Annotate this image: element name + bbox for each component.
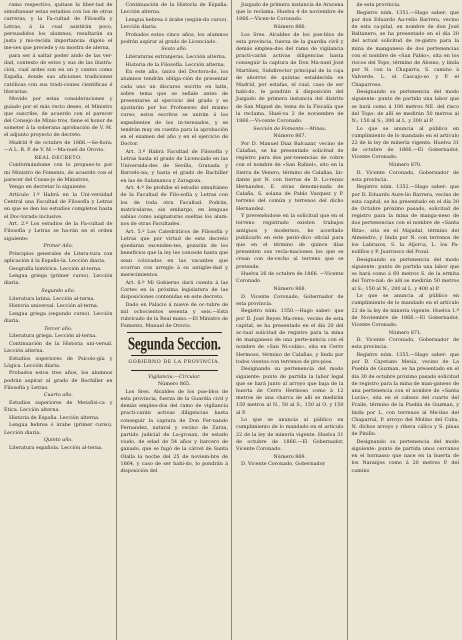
column-3 [231, 0, 347, 640]
paragraph: para ser á saltar poder ando de las ver-dad, contexto de estos y sus de las ilustra-ción, cual ardes son en un y cantos como España, donde sus aficiones tradiciones católicas con sus tradi-ciones científicas é literarias. [4, 52, 113, 95]
column-1 [0, 0, 116, 640]
paragraph: Historia de la Filosofía. Lección alterna. [125, 61, 226, 68]
paragraph: Art. 2.º Los estudios de la Fa-cultad de Filosofía y Letras se ha-rán en el orden siguiente: [4, 221, 113, 242]
paragraph: Registro núm. 1350.—Hago saber: que por D. José Reyes Ma-reno, vecino de esta capital, se ha presentado en el día 20 del ac-tual solicitud de registro para la mina de manganeso de una perte-nencia con el nombre de «San Ni-colás», sita en Cerro Hermoso, término de Calañas, y linda por todos vientos con terrenos de pro-pios. [236, 308, 344, 365]
paragraph: Continuación de la Historia de España. Lección alterna. [120, 2, 228, 16]
paragraph: Registro núm. 1351.—Hago saber: que por don Eduardo Au-relio Barrera, vecino de esta ca-pital, en nombre de don José Baltanero, se ha presentado en el día 20 del actual solicitud de re-gistro para la mina de manganeso de dos pertenencias con el nombre de «San Pablo», sita en los riscos del Topo, término de Alosno, y linda por N. con la Chaparra, S. camino á Valverde, L. el Cascajo-so y P. el Chaparroso. [351, 9, 459, 88]
paragraph: Movido por estas consideraciones y guiado por el más recto deseo, el Ministro que suscribe, de acuerdo con el parecer del Consejo de Minis-tros, tiene el honor de someter á la soberana aprobación de V. M. el adjunto proyecto de decreto. [4, 96, 113, 139]
paragraph: Art. 3.º Habrá Facultad de Filosofía y Letras hasta el grado de Licenciado en las Universida-des de Sevilla, Granada y Barcelo-na; y hasta el grado de Bachiller en las de Salamanca y Zaragoza. [120, 148, 228, 184]
paragraph: Artículo 1.º Habrá en la Uni-versidad Central una Facultad de Filosofía y Letras en que se den los estudios completos hasta el Doc-torado inclusive. [4, 192, 113, 220]
paragraph: Lo que se anuncia al público en cumplimiento de lo mandado en el artículo 22 de la ley de minería vigente. Huelva 1.º de Noviembre de 1866.—El Gobernador, Vicente Coronado. [351, 293, 459, 329]
paragraph: Probados estos tres años, los alumnos podrán aspirar al grado de Bachiller en Filosofía y Letras. [4, 370, 113, 391]
subheading: Segundo año. [41, 288, 76, 294]
paragraph: Por D. Manuel Diaz Balcazar, vecino de Calañas, se ha presentado solicitud de registro para dos per-tenencias de cobre con el nombre de «San Rafael», sito en la Sierra de Venero, término de Calañas, lin-dante por N. con tierras de D. Lo-renzo Hernandez, E. otras denomi-nada de Calaña, S. solana de Pablo Vazquez y P. terreno del común y terrenos del dicho Hernandez. [236, 140, 344, 212]
paragraph: Juzgado de primera instancia de Aracena que lo reclama. Huelva 4 de noviembre de 1866.—Vicen-te Coronado. [236, 2, 344, 23]
paragraph: Vengo en decretar lo siguiente: [9, 184, 87, 191]
paragraph: Art. 5.º Los Catedráticos de Filosofía y Letras que por virtud de este decreto quedaran excenden-tes, gozarán de los beneficios que la ley les concede hasta que sean colocados en las vacantes que ocurran con arreglo á su antigüe-dad y merecimientos. [120, 228, 228, 279]
subheading: Quinto año. [43, 437, 73, 444]
paragraph: Designando su pertenencia del modo siguiente: punto de partida la labor legal que se hará junto al arroyo que baja de la huerta de Cerro Hermoso como á 12 metros de una charca de allí se medirán 150 metros al N., 50 al S., 150 al O. y 150 al P. [236, 366, 344, 416]
paragraph: Los Sres. Alcaldes de los pue-blos de esta provincia, fuerza de la Guardia civil y demás emplea-dos del ramo de vigilancia practi-carán activas diligencias hasta conseguir la captura de Don Fer-nando Fernandez, natural y vecino de Zarza, partido judicial de La-grosan, de estado viudo, de edad de 54 años y barcero de ganado, que se fugó de la cárcel de Santa Olalla la noche del 25 de noviem-bre de 1864, y caso de ser habi-do, lo pondrán á disposición del [120, 388, 228, 475]
paragraph: Lengua griega (segundo curso). Lección diaria. [4, 310, 113, 324]
section-title: GOBIERNO DE LA PROVINCIA. [128, 359, 221, 366]
paragraph: Los Sres. Alcaldes de los pue-blos de esta provincia, fuerza de la guardia civil y demás emplea-dos del ramo de vigilancia practi-carán activas diligencias hasta conseguir la captura de Don Ma-nuel José Martínez, Subdirector principal de la caja de ahorros de quintas establecida en Madrid, por estafas, el cual, caso de ser habi-do, le pondrán á disposición del Juzgado de primera instancia del distrito de San Miguel de, tema de la Fiscalía que la reclama. Huel-va 2 de noviembre de 1866.—Vi-cente Coronado. [236, 31, 344, 125]
paragraph: ramo respectivo, quitase la liber-tad de simultanear estas estudios con los de otras carreras, y la Fa-cultad de Filosofía y Letras, á la cual asistirán poco, persuadidos los alumnos, resultarán su justa y mo-recida importancia: digolo el me-ses que precede y su mostra de alerna, [4, 2, 113, 52]
subheading: Cuarto año. [43, 392, 73, 399]
paragraph: Designando su pertenencia del modo siguiente: punto de partida unos cercanos en el hornasso que nace en la huerta de los Naranjos como á 20 metros P. del camino [351, 438, 459, 474]
subheading: Sección de Fomento.—Minas. [253, 125, 327, 132]
subheading: Primer Año. [43, 243, 74, 250]
paragraph: Registro núm. 1352.—Hago saber: que por D. Eduardo Aure-lio Barrera, vecino de esta capital, se ha presentado en el día 30 de Octubre próximo pasado, solicitud de registro para la mina de manga-neso de dos pertenencias con el nombre de «Santa Rita», sita en el Majadal, término del Almendro, y linda por N. con terrenos de los Labrazos, S. la Aljorca, L. los Pa-nolillos y P. Juarrasco del Pozal. [351, 184, 459, 256]
paragraph: Continuación de la Historia uni-versal. Lección alterna. [4, 340, 113, 354]
paragraph: Estudios superiores de Psicolo-gía y Lógica. Lección diaria. [4, 355, 113, 369]
paragraph: Lo que se anuncia al público en cumplimiento de lo mandado en el artículo 22 de la ley de minería vigente. Huelva 31 de octubre de 1866.—El Gobernador, Vicente Coronado. [236, 417, 344, 453]
subheading: Número 871. [388, 329, 422, 336]
column-4 [347, 0, 462, 640]
paragraph: Lengua hebrea ó árabe (primer curso). Lección diaria. [4, 422, 113, 436]
paragraph: Lengua griega (primer curso). Lección diaria. [4, 273, 113, 287]
paragraph: En este año, único del Doctora-do, los alumnos tendrán obliga-ción de presentar cada uno un discurso escrito en latín, sobre tema que se señale antes de presentarse al ejercicio del grado y se ajustarán por los Profesores del mismo curso; estos escritos se unirán á los expedientes de los in-teresados, y se tendrán muy en cuenta para la aprobación en el examen del año y en el ejercicio de Doctor. [120, 69, 228, 148]
paragraph: Designando su pertenencia del modo siguiente: punto de partida una labor que se hará como á 100 metros NE. del risco del Topo: de allí se medirán 50 metros al N.; 150 al S.; 300 al L. y 300 al P. [351, 89, 459, 125]
paragraph: Geografía histórica. Lección al-terna. [9, 265, 102, 272]
paragraph: Lengua hebrea ó árabe (según-do curso). Lección diaria. [120, 16, 228, 30]
subheading: Número 868. [273, 286, 307, 293]
subheading: Número 869. [273, 453, 307, 460]
paragraph: Registro núm. 1353.—Hago saber: que por D. Cayetano Mesía, vecino de La Puebla de Guzman, se ha presentado en el día 30 de octubre próximo pasado solicitud de registro para la mina de man-ganeso de una pertenencia con el nombre de «Santa Lucía», sita en el cabezo del cuarto del Fraile, término de la Puebla de Guzman, y linda por L. con terrenos al Me-lino del Chaparral, P. arroyo del Molino del Cuba, N. dichos arroyo y ribera cálica y S. pinas de Pinillo. [351, 352, 459, 438]
paragraph: de esta provincia. [356, 2, 401, 8]
paragraph: Probados estos cinco años, los alumnos podrán aspirar al grado de Licenciado. [120, 31, 228, 45]
subheading: Tercer año. [44, 325, 73, 332]
paragraph: Estudios superiores de Metafísi-ca y Ética. Lección alterna. [4, 399, 113, 414]
paragraph: Literaturas extranjeras. Lección alterna. [125, 53, 227, 60]
paragraph: Lo que se anuncia al público en cumplimiento de lo mandado en el artículo 22 de la ley de minería vigente. Huelva 31 de octubre de 1866.—El Gobernador, Vicente Coronado. [351, 125, 459, 161]
paragraph: Conformándome con lo propues-to por mi Ministro de Fomento, de acuerdo con el parecer del Conse-jo de Ministros, [4, 162, 113, 183]
paragraph: Literatura latina. Lección al-terna. [9, 295, 95, 302]
section-rule [131, 355, 219, 356]
subheading: Número 867. [273, 133, 307, 140]
subheading: Número 870. [388, 162, 422, 169]
section-heading: Segunda Seccion. [127, 333, 221, 354]
paragraph: Art. 4.º Se prohíbe el estudio simultáneo de la Facultad de Filo-sofía y Letras con los de toda otra Facultad. Podrán, matricularse, sin embargo, en lenguas sabias como asignaturas sueltas los alum-nos de otras Facultades. [120, 185, 228, 228]
subheading: Vigilancia.—Circular. [148, 373, 201, 380]
section-rule [131, 370, 219, 371]
paragraph: D. Vicente Coronado, Gobernador [241, 461, 325, 468]
paragraph: Designando su pertenencia del modo siguiente: punto de partida una labor que se hará como á 60 metros S. de la ermita del Torro-nal: de allí se medirán 50 metros al S.; 150 al N.; 200 al L. y 400 al P. [351, 256, 459, 292]
paragraph: D. Vicente Coronado, Gobernador de esta provincia. [236, 293, 344, 307]
paragraph: Huelva 26 de octubre de 1866. —Vicente Coronado. [236, 271, 344, 285]
paragraph: Dado en Palacio á nueve de oc-tubre de mil ochocientos sesenta y seis.—Está rubricado de la Real mano.—El Ministro de Fomento, Manuel de Orovio. [120, 301, 228, 330]
subheading: Número 865. [157, 381, 191, 388]
subheading: Sexto año. [161, 46, 188, 53]
paragraph: Historia de España. Lección alterna. [9, 414, 100, 421]
paragraph: Principios generales de Litera-tura con aplicación á la Españo-la. Lección diaria. [4, 250, 113, 265]
column-2 [116, 0, 232, 640]
paragraph: Art. 6.º Mi Gobierno dará cuenta á las Cortes en la próxima legislatura de las disposiciones contenidas en este decreto. [120, 279, 228, 301]
paragraph: D. Vicente Coronado, Gobernador de esta provincia. [351, 337, 459, 351]
paragraph: Y prevenéndose en la solicitud que en el terreno registrado existen trabajos antiguos y modernos, he acordado publicarlo en este perió-dico oficial para que en el término de quince días presenten sus recla-maciones los que se crean con de-recho al terreno que se pretende. [236, 213, 344, 270]
subheading: Número 866. [273, 24, 307, 30]
paragraph: Literatura griega. Lección al-terna. [9, 333, 97, 340]
paragraph: D. Vicente Coronado, Gobernador de esta provincia. [351, 169, 459, 183]
paragraph: Historia universal. Lección al-terna. [9, 303, 99, 310]
paragraph: Madrid 9 de octubre de 1866.—Se-ñora:—A L. R. P. de V. M.—Ma-nuel de Orovio. [4, 140, 113, 154]
subheading: REAL DECRETO. [34, 154, 83, 161]
paragraph: Literatura española. Lección al-terna. [9, 444, 103, 451]
